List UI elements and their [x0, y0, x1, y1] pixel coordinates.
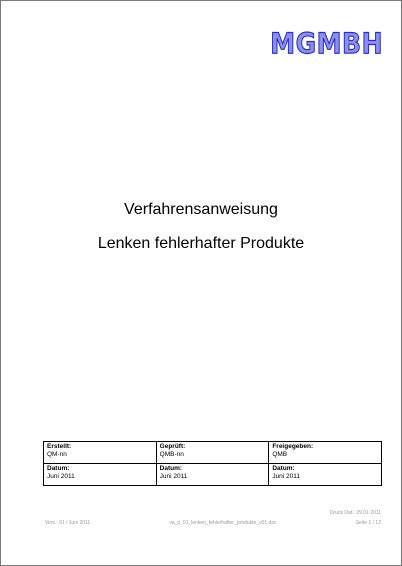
cell-label: Datum: — [159, 465, 183, 472]
file-name: va_p_01_lenken_fehlerhafter_produkte_v01.doc — [169, 520, 277, 526]
cell-value: QMB-nn — [159, 451, 184, 458]
print-date: Druck Dat.: 29.01.2011 — [329, 510, 381, 516]
signature-row-roles — [44, 442, 382, 464]
page-number: Seite 1 / 12 — [355, 520, 381, 526]
page-footer — [45, 520, 381, 526]
cell-freigegeben — [269, 442, 382, 464]
cell-label: Freigegeben: — [272, 443, 314, 450]
version-info: Vers.: 01 / Juni 2011 — [45, 520, 91, 526]
cell-geprueft — [156, 442, 269, 464]
cell-datum-geprueft — [156, 464, 269, 486]
cell-value: QM-nn — [47, 451, 67, 458]
cell-datum-erstellt — [44, 464, 157, 486]
cell-label: Datum: — [47, 465, 70, 472]
cell-label: Erstellt: — [47, 443, 72, 450]
cell-value: QMB — [272, 451, 288, 458]
cell-datum-freigegeben — [269, 464, 382, 486]
document-subtitle: Lenken fehlerhafter Produkte — [97, 235, 305, 252]
cell-label: Geprüft: — [159, 443, 186, 450]
cell-value: Juni 2011 — [47, 473, 75, 480]
company-logo: MGMBH — [270, 27, 383, 61]
signature-table — [43, 441, 382, 486]
cell-value: Juni 2011 — [159, 473, 188, 480]
cell-value: Juni 2011 — [272, 473, 301, 480]
cell-label: Datum: — [272, 465, 295, 472]
signature-row-dates — [44, 464, 382, 486]
document-title: Verfahrensanweisung — [124, 201, 278, 218]
cell-erstellt — [44, 442, 157, 464]
